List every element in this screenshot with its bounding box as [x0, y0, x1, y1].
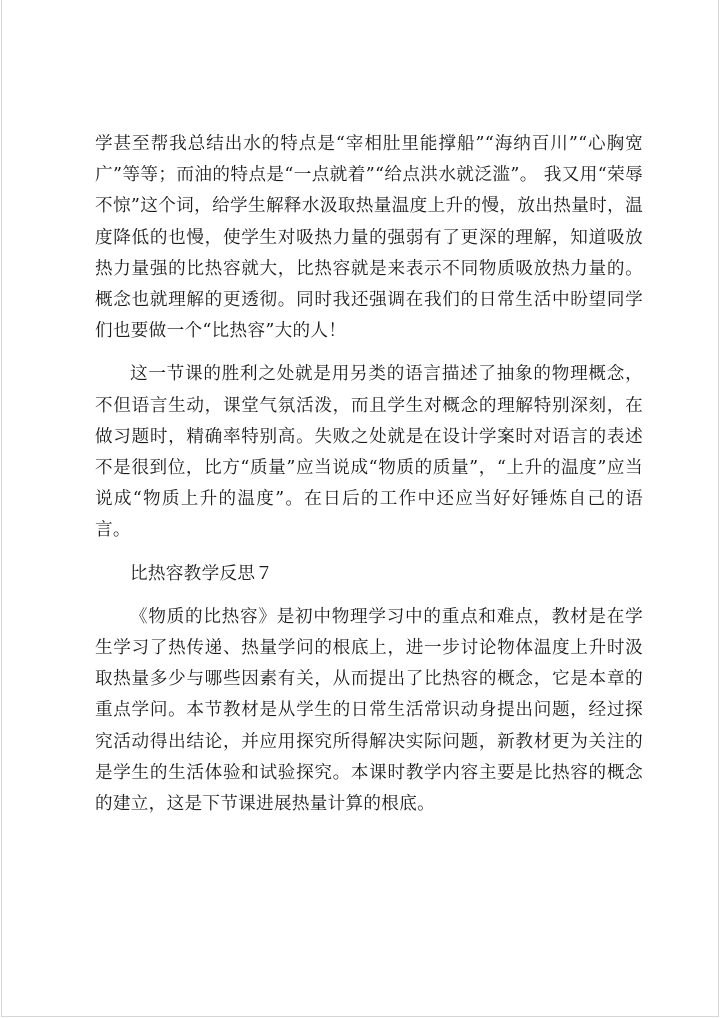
paragraph-2: 这一节课的胜利之处就是用另类的语言描述了抽象的物理概念，不但语言生动，课堂气氛活泼，而且学生对概念的理解特别深刻，在做习题时，精确率特别高。失败之处就是在设计学案时对语言的表述不是很到位，比方“质量”应当说成“物质的质量”，“上升的温度”应当说成“物质上升的温度”。在日后的工作中还应当好好锤炼自己的语言。 — [95, 364, 643, 541]
paragraph-1: 学甚至帮我总结出水的特点是“宰相肚里能撑船”“海纳百川”“心胸宽广”等等；而油的特点是“一点就着”“给点洪水就泛滥”。 我又用“荣辱不惊”这个词，给学生解释水汲取热量温度上升的慢，放出热量时，温度降低的也慢，使学生对吸热力量的强弱有了更深的理解，知道吸放热力量强的比热容就大，比热容就是来表示不同物质吸放热力量的。概念也就理解的更透彻。同时我还强调在我们的日常生活中盼望同学们也要做一个“比热容”大的人！ — [95, 134, 643, 342]
paragraph-3: 《物质的比热容》是初中物理学习中的重点和难点，教材是在学生学习了热传递、热量学问的根底上，进一步讨论物体温度上升时汲取热量多少与哪些因素有关，从而提出了比热容的概念，它是本章的重点学问。本节教材是从学生的日常生活常识动身提出问题，经过探究活动得出结论，并应用探究所得解决实际问题，新教材更为关注的是学生的生活体验和试验探究。本课时教学内容主要是比热容的概念的建立，这是下节课进展热量计算的根底。 — [95, 606, 643, 815]
section-heading: 比热容教学反思７ — [130, 563, 274, 584]
document-body — [95, 129, 643, 820]
